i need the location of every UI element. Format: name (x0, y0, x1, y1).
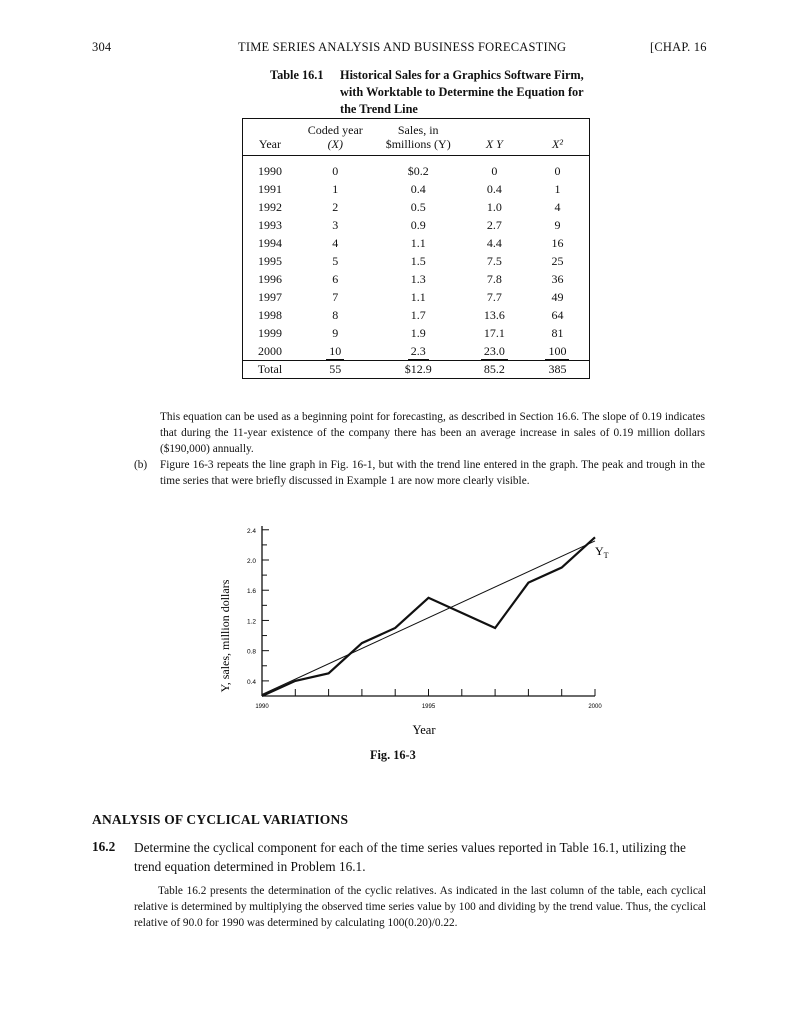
cell-year: 1993 (257, 217, 282, 232)
cell-coded-year: 5 (332, 253, 339, 268)
cell-sales: 1.3 (410, 271, 426, 286)
col-header-year: Year (243, 119, 297, 156)
cell-coded-year: 8 (332, 307, 339, 322)
cell-x-squared: 9 (554, 217, 561, 232)
chart-axes (262, 526, 595, 696)
sales-table (242, 118, 590, 379)
cell-coded-year: 10 (297, 342, 374, 361)
total-x-squared: 385 (526, 361, 590, 379)
table-row (243, 306, 590, 324)
col-header-coded-year: Coded year (X) (297, 119, 374, 156)
item-label-b: (b) (134, 459, 148, 471)
line-chart (220, 518, 640, 744)
cell-xy: 0 (491, 163, 498, 178)
y-tick-label: 0.4 (246, 678, 256, 686)
problem-text: Determine the cyclical component for each of the time series values reported in Table 16.1, utilizing the trend equation determined in Problem 16.1. (134, 840, 686, 874)
cell-x-squared: 0 (554, 163, 561, 178)
cell-sales: 2.3 (374, 342, 463, 361)
cell-xy: 4.4 (486, 235, 502, 250)
section-heading: ANALYSIS OF CYCLICAL VARIATIONS (92, 812, 349, 827)
table-total-row (243, 361, 590, 379)
cell-xy: 7.8 (486, 271, 502, 286)
cell-sales: 1.7 (410, 307, 426, 322)
cell-x-squared: 100 (526, 342, 590, 361)
cell-sales: 1.1 (410, 289, 426, 304)
cell-year: 1997 (257, 289, 282, 304)
table-row (243, 324, 590, 342)
cell-x-squared: 25 (551, 253, 564, 268)
x-tick-label: 1995 (421, 704, 436, 710)
y-tick-label: 1.2 (246, 618, 256, 626)
cell-sales: $0.2 (407, 163, 429, 178)
table-row (243, 252, 590, 270)
table-row (243, 216, 590, 234)
trend-label-sub: T (603, 551, 609, 560)
total-xy: 85.2 (463, 361, 526, 379)
cell-year: 1998 (257, 307, 282, 322)
sales-series-line (262, 537, 595, 696)
table-row (243, 156, 590, 181)
cell-xy: 17.1 (483, 325, 505, 340)
col-header-sales: Sales, in $millions (Y) (374, 119, 463, 156)
cell-year: 1999 (257, 325, 282, 340)
page-number: 304 (92, 40, 112, 54)
cell-year: 1995 (257, 253, 282, 268)
cell-year: 1996 (257, 271, 282, 286)
x-axis-label: Year (412, 723, 436, 737)
cell-sales: 1.9 (410, 325, 426, 340)
cell-coded-year: 1 (332, 181, 339, 196)
col-header-xy: X Y (463, 119, 526, 156)
paragraph-slope: This equation can be used as a beginning point for forecasting, as described in Section 16.6. The slope of 0.19 indicates that during the 11-year existence of the company there has been an average increase in sales of 0.19 million dollars ($190,000) annually. (160, 411, 705, 455)
table-row (243, 342, 590, 361)
cell-x-squared: 1 (554, 181, 561, 196)
y-tick-label: 0.8 (246, 648, 256, 656)
cell-coded-year: 4 (332, 235, 339, 250)
cell-sales: 1.5 (410, 253, 426, 268)
table-row (243, 198, 590, 216)
problem-number: 16.2 (92, 839, 116, 854)
cell-xy: 13.6 (483, 307, 505, 322)
cell-year: 1992 (257, 199, 282, 214)
cell-coded-year: 9 (332, 325, 339, 340)
y-axis-label: Y, sales, million dollars (218, 579, 232, 693)
cell-coded-year: 2 (332, 199, 339, 214)
cell-x-squared: 16 (551, 235, 564, 250)
cell-x-squared: 4 (554, 199, 561, 214)
table-row (243, 270, 590, 288)
cell-sales: 0.9 (410, 217, 426, 232)
total-sales: $12.9 (374, 361, 463, 379)
table-row (243, 180, 590, 198)
cell-x-squared: 81 (551, 325, 564, 340)
cell-year: 1991 (257, 181, 282, 196)
chart-series (262, 537, 595, 696)
cell-coded-year: 3 (332, 217, 339, 232)
x-tick-label: 1990 (255, 704, 269, 710)
y-tick-label: 2.4 (246, 527, 256, 535)
cell-x-squared: 49 (551, 289, 564, 304)
total-year: Total (243, 361, 297, 379)
col-header-x-squared: X² (526, 119, 590, 156)
cell-year: 1994 (257, 235, 282, 250)
table-label: Table 16.1 (270, 68, 324, 82)
cell-x-squared: 36 (551, 271, 564, 286)
y-tick-label: 2.0 (246, 558, 256, 565)
cell-xy: 7.5 (486, 253, 502, 268)
cell-xy: 23.0 (463, 342, 526, 361)
cell-sales: 1.1 (410, 235, 426, 250)
trend-line (262, 541, 595, 695)
cell-xy: 0.4 (486, 181, 502, 196)
chart-ticks (247, 528, 602, 710)
cell-year: 1990 (257, 163, 282, 178)
running-title: TIME SERIES ANALYSIS AND BUSINESS FORECASTING (238, 40, 567, 54)
paragraph-cyclic-relatives: Table 16.2 presents the determination of the cyclic relatives. As indicated in the last column of the table, each cyclical relative is determined by multiplying the observed time series value by 100 and dividing by the trend value. Thus, the cyclical relative of 90.0 for 1990 was determined by calculating 100(0.20)/0.22. (134, 885, 706, 929)
total-coded-year: 55 (297, 361, 374, 379)
table-caption-text: Historical Sales for a Graphics Software Firm, with Worktable to Determine the Equation for the Trend Line (340, 68, 584, 116)
chapter-label: [CHAP. 16 (650, 40, 707, 54)
y-tick-label: 1.6 (246, 588, 256, 596)
cell-year: 2000 (257, 343, 282, 358)
cell-xy: 7.7 (486, 289, 502, 304)
cell-sales: 0.5 (410, 199, 426, 214)
cell-sales: 0.4 (410, 181, 426, 196)
table-header-row (243, 119, 590, 156)
paragraph-figure-description: Figure 16-3 repeats the line graph in Fig. 16-1, but with the trend line entered in the graph. The peak and trough in the time series that were briefly discussed in Example 1 are now more clearly visible. (160, 459, 705, 487)
cell-x-squared: 64 (551, 307, 564, 322)
table-row (243, 234, 590, 252)
cell-coded-year: 7 (332, 289, 339, 304)
cell-xy: 1.0 (486, 199, 502, 214)
figure-caption: Fig. 16-3 (370, 748, 416, 762)
cell-xy: 2.7 (486, 217, 502, 232)
cell-coded-year: 0 (332, 163, 339, 178)
table-row (243, 288, 590, 306)
trend-label-main: Y (595, 544, 604, 558)
cell-coded-year: 6 (332, 271, 339, 286)
trend-line-label (595, 544, 609, 560)
x-tick-label: 2000 (588, 704, 602, 710)
